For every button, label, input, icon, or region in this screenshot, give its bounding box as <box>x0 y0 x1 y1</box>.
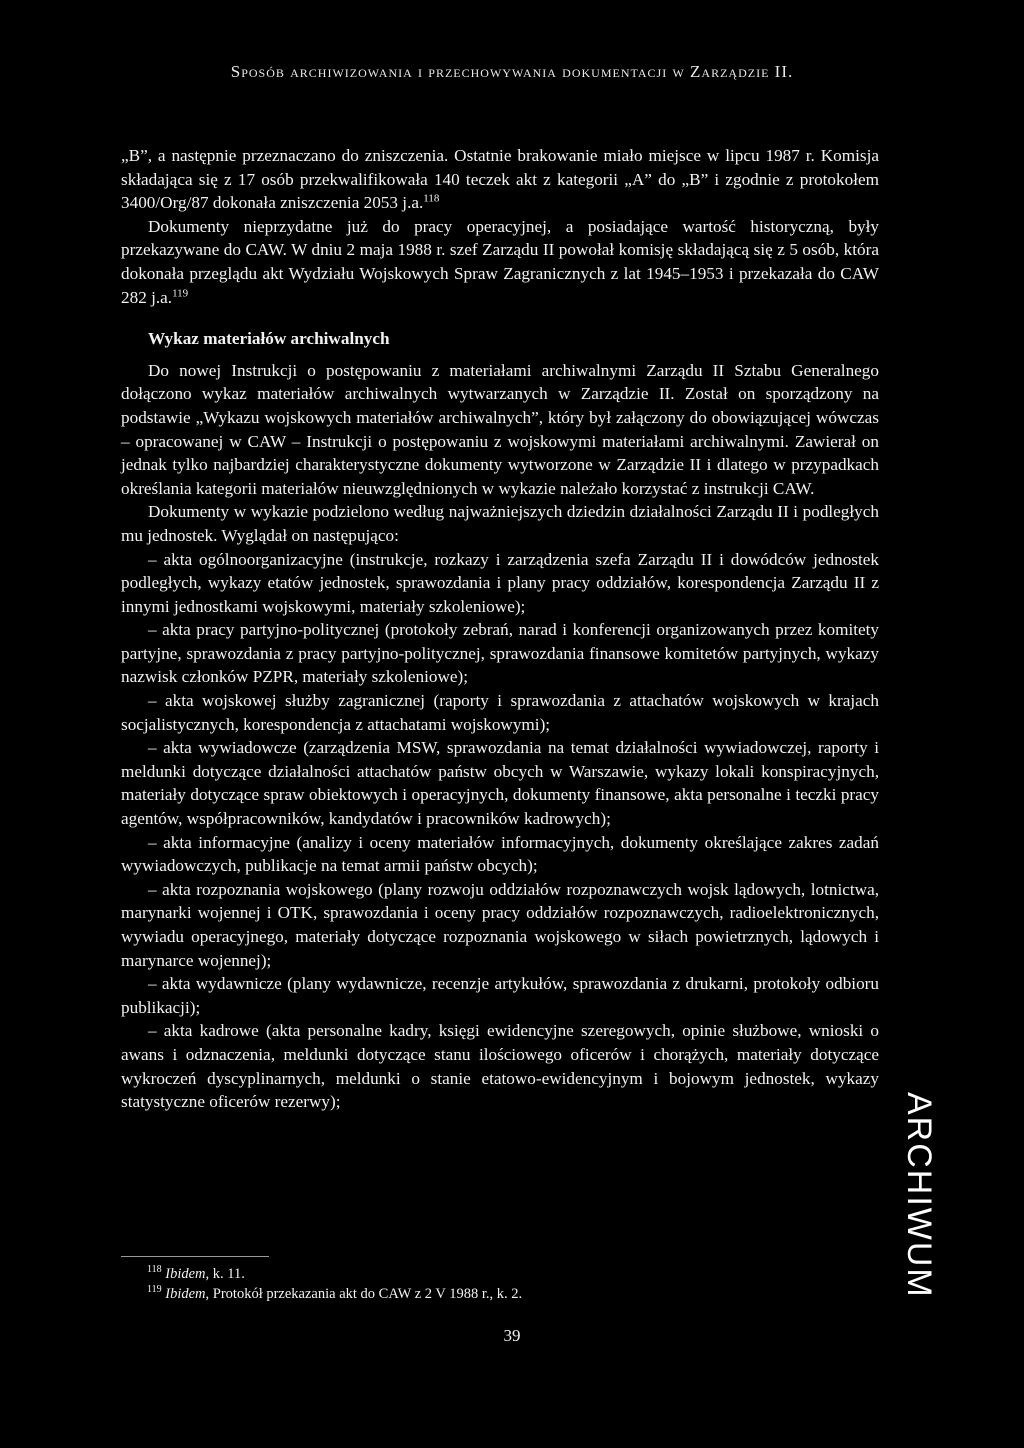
list-item: – akta pracy partyjno-politycznej (protokoły zebrań, narad i konferencji organizowanych przez komitety partyjne, sprawozdania z pracy partyjno-politycznej, sprawozdania finansowe komitetów partyjnych, wykazy nazwisk członków PZPR, materiały szkoleniowe); <box>121 620 879 687</box>
footnotes <box>147 1264 522 1304</box>
list-item: – akta wydawnicze (plany wydawnicze, recenzje artykułów, sprawozdania z drukarni, protokoły odbioru publikacji); <box>121 974 879 1017</box>
list-item: – akta wywiadowcze (zarządzenia MSW, sprawozdania na temat działalności wywiadowczej, raporty i meldunki dotyczące działalności attachatów państw obcych w Warszawie, wykazy lokali konspiracyjnych, materiały dotyczące spraw obiektowych i operacyjnych, dokumenty finansowe, akta personalne i teczki pracy agentów, współpracowników, kandydatów i pracowników kadrowych); <box>121 738 879 829</box>
main-text <box>121 144 879 1114</box>
running-header: Sposób archiwizowania i przechowywania dokumentacji w Zarządzie II. <box>230 62 794 81</box>
list-item: – akta ogólnoorganizacyjne (instrukcje, rozkazy i zarządzenia szefa Zarządu II i dowódców jednostek podległych, wykazy etatów jednostek, sprawozdania i plany pracy oddziałów, korespondencja Zarządu II z innymi jednostkami wojskowymi, materiały szkoleniowe); <box>121 549 879 616</box>
list-item: – akta wojskowej służby zagranicznej (raporty i sprawozdania z attachatów wojskowych w krajach socjalistycznych, korespondencja z attachatami wojskowymi); <box>121 691 879 734</box>
paragraph-2: Dokumenty nieprzydatne już do pracy operacyjnej, a posiadające wartość historyczną, były przekazywane do CAW. W dniu 2 maja 1988 r. szef Zarządu II powołał komisję składającą się z 5 osób, która dokonała przeglądu akt Wydziału Wojskowych Spraw Zagranicznych z lat 1945–1953 i przekazała do CAW 282 j.a.$^{119}$ <box>121 216 879 307</box>
category-list <box>121 548 879 1114</box>
paragraph-4: Dokumenty w wykazie podzielono według najważniejszych dziedzin działalności Zarządu II i podległych mu jednostek. Wyglądał on następująco: <box>121 502 879 545</box>
list-item: – akta rozpoznania wojskowego (plany rozwoju oddziałów rozpoznawczych wojsk lądowych, lotnictwa, marynarki wojennej i OTK, sprawozdania i oceny pracy oddziałów rozpoznawczych, radioelektronicznych, wywiadu operacyjnego, materiały dotyczące rozpoznania wojskowego w siłach powietrznych, lądowych i marynarce wojennej); <box>121 879 879 970</box>
footnote-118: $^{118}$ Ibidem, k. 11. <box>147 1264 245 1282</box>
archiwum-side-logo: ARCHIWUM <box>900 1092 938 1299</box>
page-number: 39 <box>503 1326 521 1345</box>
list-item: – akta kadrowe (akta personalne kadry, księgi ewidencyjne szeregowych, opinie służbowe, wnioski o awans i odznaczenia, meldunki dotyczące stanu ilościowego oficerów i chorążych, materiały dotyczące wykroczeń dyscyplinarnych, meldunki o stanie etatowo-ewidencyjnym i bojowym jednostek, wykazy statystyczne oficerów rezerwy); <box>121 1021 879 1112</box>
footnote-divider <box>121 1256 269 1257</box>
paragraph-3: Do nowej Instrukcji o postępowaniu z materiałami archiwalnymi Zarządu II Sztabu Generalnego dołączono wykaz materiałów archiwalnych wytwarzanych w Zarządzie II. Został on sporządzony na podstawie „Wykazu wojskowych materiałów archiwalnych”, który był załączony do obowiązującej wówczas – opracowanej w CAW – Instrukcji o postępowaniu z wojskowymi materiałami archiwalnymi. Zawierał on jednak tylko najbardziej charakterystyczne dokumenty wytworzone w Zarządzie II i dlatego w przypadkach określania kategorii materiałów nieuwzględnionych w wykazie należało korzystać z instrukcji CAW. <box>121 360 879 498</box>
footnote-119: $^{119}$ Ibidem, Protokół przekazania akt do CAW z 2 V 1988 r., k. 2. <box>147 1284 523 1302</box>
paragraph-1: „B”, a następnie przeznaczano do zniszczenia. Ostatnie brakowanie miało miejsce w lipcu 1987 r. Komisja składająca się z 17 osób przekwalifikowała 140 teczek akt z kategorii „A” do „B” i zgodnie z protokołem 3400/Org/87 dokonała zniszczenia 2053 j.a.$^{118}$ <box>121 146 879 213</box>
section-heading: Wykaz materiałów archiwalnych <box>148 329 390 349</box>
list-item: – akta informacyjne (analizy i oceny materiałów informacyjnych, dokumenty określające zakres zadań wywiadowczych, publikacje na temat armii państw obcych); <box>121 832 879 876</box>
footnote-ref-118[interactable]: 118 <box>423 192 440 205</box>
footnote-ref-119[interactable]: 119 <box>172 286 189 299</box>
